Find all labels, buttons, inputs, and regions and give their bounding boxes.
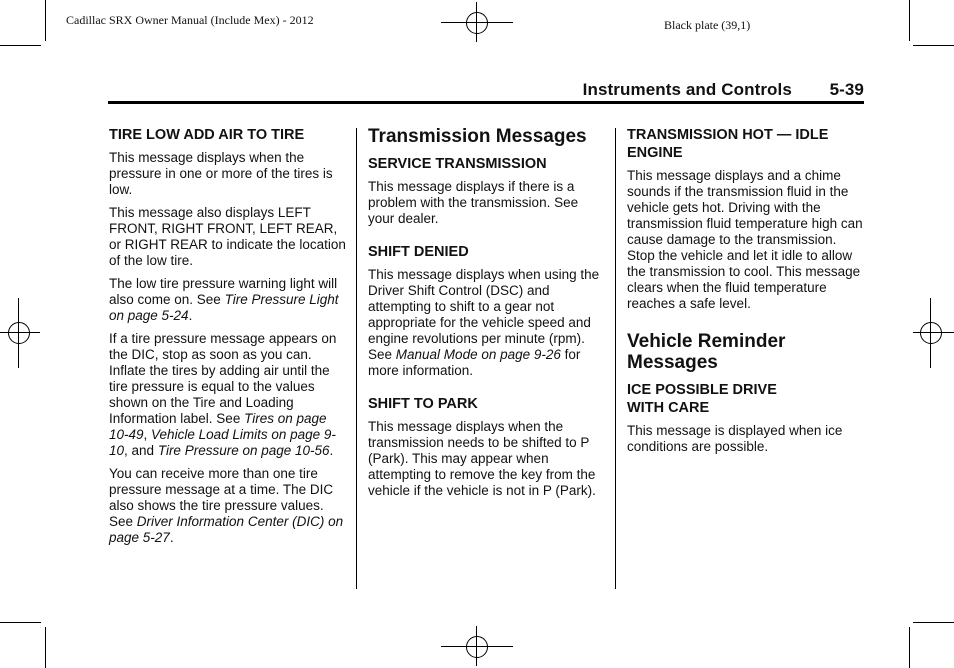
column-divider	[356, 128, 357, 589]
running-header	[583, 80, 864, 100]
print-file-label: Cadillac SRX Owner Manual (Include Mex) - 2012	[66, 13, 314, 27]
section-title-transmission: Transmission Messages	[368, 126, 587, 147]
paragraph	[109, 331, 347, 459]
header-rule	[108, 101, 864, 104]
paragraph: This message displays when the pressure in one or more of the tires is low.	[109, 150, 333, 197]
heading-tire-low: TIRE LOW ADD AIR TO TIRE	[109, 127, 305, 143]
cross-reference-link[interactable]: Driver Information Center (DIC) on page 5-27	[109, 514, 344, 545]
crop-mark	[45, 627, 46, 668]
paragraph: This message displays when the transmission needs to be shifted to P (Park). This may appear when attempting to remove the key from the vehicle if the vehicle is not in P (Park).	[368, 419, 596, 498]
text: ,	[143, 427, 152, 442]
text: , and	[124, 443, 158, 458]
column-divider	[615, 128, 616, 589]
cross-reference-link[interactable]: Manual Mode on page 9-26	[395, 347, 561, 362]
heading-shift-to-park: SHIFT TO PARK	[368, 396, 478, 412]
paragraph: This message also displays LEFT FRONT, RIGHT FRONT, LEFT REAR, or RIGHT REAR to indicate the location of the low tire.	[109, 205, 346, 268]
paragraph	[109, 276, 347, 324]
print-plate-label: Black plate (39,1)	[664, 18, 751, 32]
text: for more information.	[368, 347, 581, 378]
crop-mark	[909, 627, 910, 668]
heading-shift-denied: SHIFT DENIED	[368, 244, 469, 260]
text: This message displays when using the Driver Shift Control (DSC) and attempting to shift to a gear not appropriate for the vehicle speed and engine revolutions per minute (rpm). See	[368, 267, 600, 362]
crop-mark	[0, 622, 41, 623]
paragraph: This message displays and a chime sounds if the transmission fluid in the vehicle gets hot. Driving with the transmission fluid temperature high can cause damage to the transmission. Stop the vehicle and let it idle to allow the transmission to cool. This message clears when the fluid temperature reaches a safe level.	[627, 168, 863, 311]
column-2	[368, 126, 603, 506]
cross-reference-link[interactable]: Tire Pressure Light on page 5-24	[109, 292, 339, 323]
text: .	[329, 443, 334, 458]
text: .	[188, 308, 193, 323]
paragraph	[368, 267, 603, 379]
heading-transmission-hot: TRANSMISSION HOT — IDLE ENGINE	[627, 127, 829, 161]
text: The low tire pressure warning light will also come on. See	[109, 276, 338, 307]
crop-mark	[913, 45, 954, 46]
cross-reference-link[interactable]: Vehicle Load Limits on page 9-10	[109, 427, 336, 458]
cross-reference-link[interactable]: Tire Pressure on page 10-56	[157, 443, 330, 458]
crop-mark	[45, 0, 46, 41]
cross-reference-link[interactable]: Tires on page 10-49	[109, 411, 327, 442]
text: .	[169, 530, 174, 545]
section-title: Instruments and Controls	[582, 80, 792, 99]
crop-mark	[913, 622, 954, 623]
heading-service-transmission: SERVICE TRANSMISSION	[368, 156, 547, 172]
paragraph: This message displays if there is a problem with the transmission. See your dealer.	[368, 179, 579, 226]
column-1	[109, 126, 347, 553]
column-3	[627, 126, 867, 462]
page-number: 5-39	[829, 80, 864, 99]
paragraph: This message is displayed when ice conditions are possible.	[627, 423, 843, 454]
paragraph	[109, 466, 347, 546]
text: If a tire pressure message appears on the DIC, stop as soon as you can. Inflate the tires by adding air until the tire pressure is equal to the values shown on the Tire and Loading Information label. See	[109, 331, 337, 426]
heading-ice-possible: ICE POSSIBLE DRIVE WITH CARE	[627, 382, 777, 416]
section-title-vehicle-reminder: Vehicle Reminder Messages	[627, 331, 786, 373]
crop-mark	[909, 0, 910, 41]
crop-mark	[0, 45, 41, 46]
text: You can receive more than one tire pressure message at a time. The DIC also shows the tire pressure values. See	[109, 466, 334, 529]
